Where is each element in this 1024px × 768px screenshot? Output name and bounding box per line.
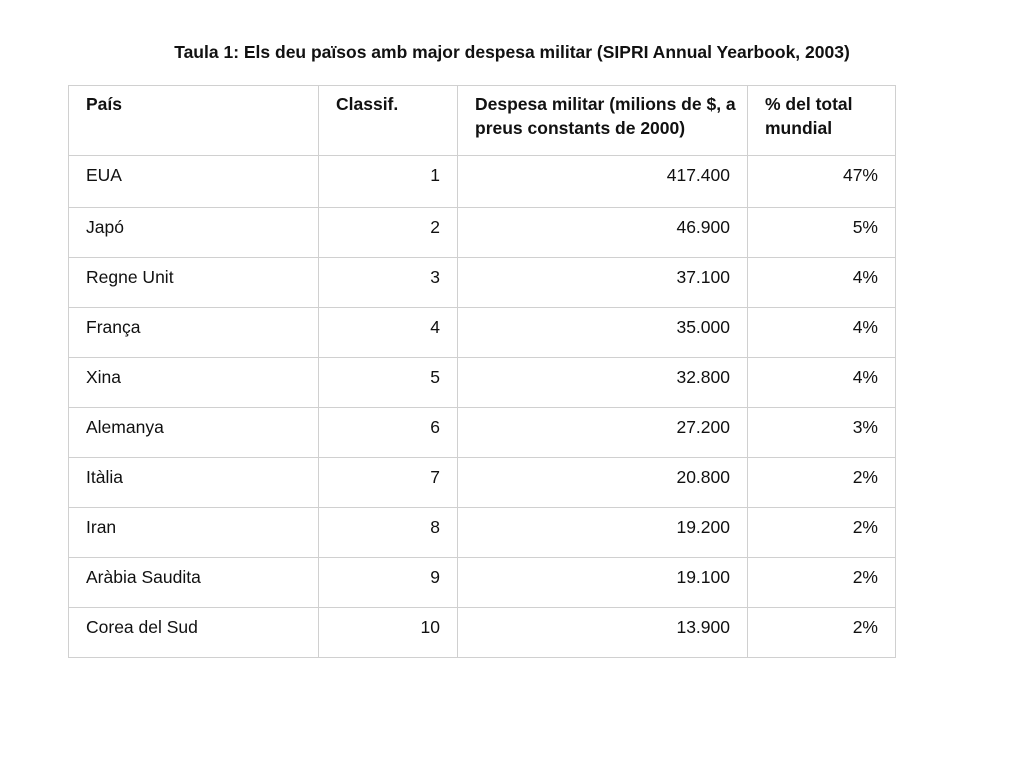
share-cell: 4% [748,358,896,408]
table-row [69,208,896,258]
country-cell: Regne Unit [69,258,319,308]
spending-cell: 13.900 [458,608,748,658]
country-cell: Aràbia Saudita [69,558,319,608]
table-row [69,358,896,408]
spending-cell: 32.800 [458,358,748,408]
table-row [69,608,896,658]
rank-cell: 5 [319,358,458,408]
country-cell: Xina [69,358,319,408]
spending-cell: 19.200 [458,508,748,558]
share-cell: 2% [748,508,896,558]
share-cell: 3% [748,408,896,458]
share-cell: 2% [748,558,896,608]
rank-cell: 4 [319,308,458,358]
spending-cell: 37.100 [458,258,748,308]
header-spending: Despesa militar (milions de $, a preus constants de 2000) [458,86,748,156]
header-row [69,86,896,156]
rank-cell: 9 [319,558,458,608]
header-world-share: % del total mundial [748,86,896,156]
rank-cell: 7 [319,458,458,508]
spending-cell: 35.000 [458,308,748,358]
country-cell: Alemanya [69,408,319,458]
table-row [69,308,896,358]
share-cell: 5% [748,208,896,258]
spending-cell: 46.900 [458,208,748,258]
table-body [69,156,896,658]
spending-cell: 417.400 [458,156,748,208]
share-cell: 2% [748,608,896,658]
table-row [69,408,896,458]
spending-cell: 19.100 [458,558,748,608]
table-row [69,258,896,308]
rank-cell: 8 [319,508,458,558]
table-row [69,558,896,608]
country-cell: Japó [69,208,319,258]
rank-cell: 10 [319,608,458,658]
country-cell: Iran [69,508,319,558]
table-row [69,508,896,558]
rank-cell: 1 [319,156,458,208]
rank-cell: 3 [319,258,458,308]
rank-cell: 2 [319,208,458,258]
table-row [69,458,896,508]
rank-cell: 6 [319,408,458,458]
country-cell: Itàlia [69,458,319,508]
share-cell: 4% [748,258,896,308]
spending-cell: 27.200 [458,408,748,458]
country-cell: EUA [69,156,319,208]
header-country: País [69,86,319,156]
table-row [69,156,896,208]
share-cell: 4% [748,308,896,358]
spending-cell: 20.800 [458,458,748,508]
country-cell: França [69,308,319,358]
country-cell: Corea del Sud [69,608,319,658]
share-cell: 47% [748,156,896,208]
table-header [69,86,896,156]
table-caption: Taula 1: Els deu països amb major despesa militar (SIPRI Annual Yearbook, 2003) [174,42,850,62]
header-rank: Classif. [319,86,458,156]
military-spending-table [68,85,896,658]
share-cell: 2% [748,458,896,508]
